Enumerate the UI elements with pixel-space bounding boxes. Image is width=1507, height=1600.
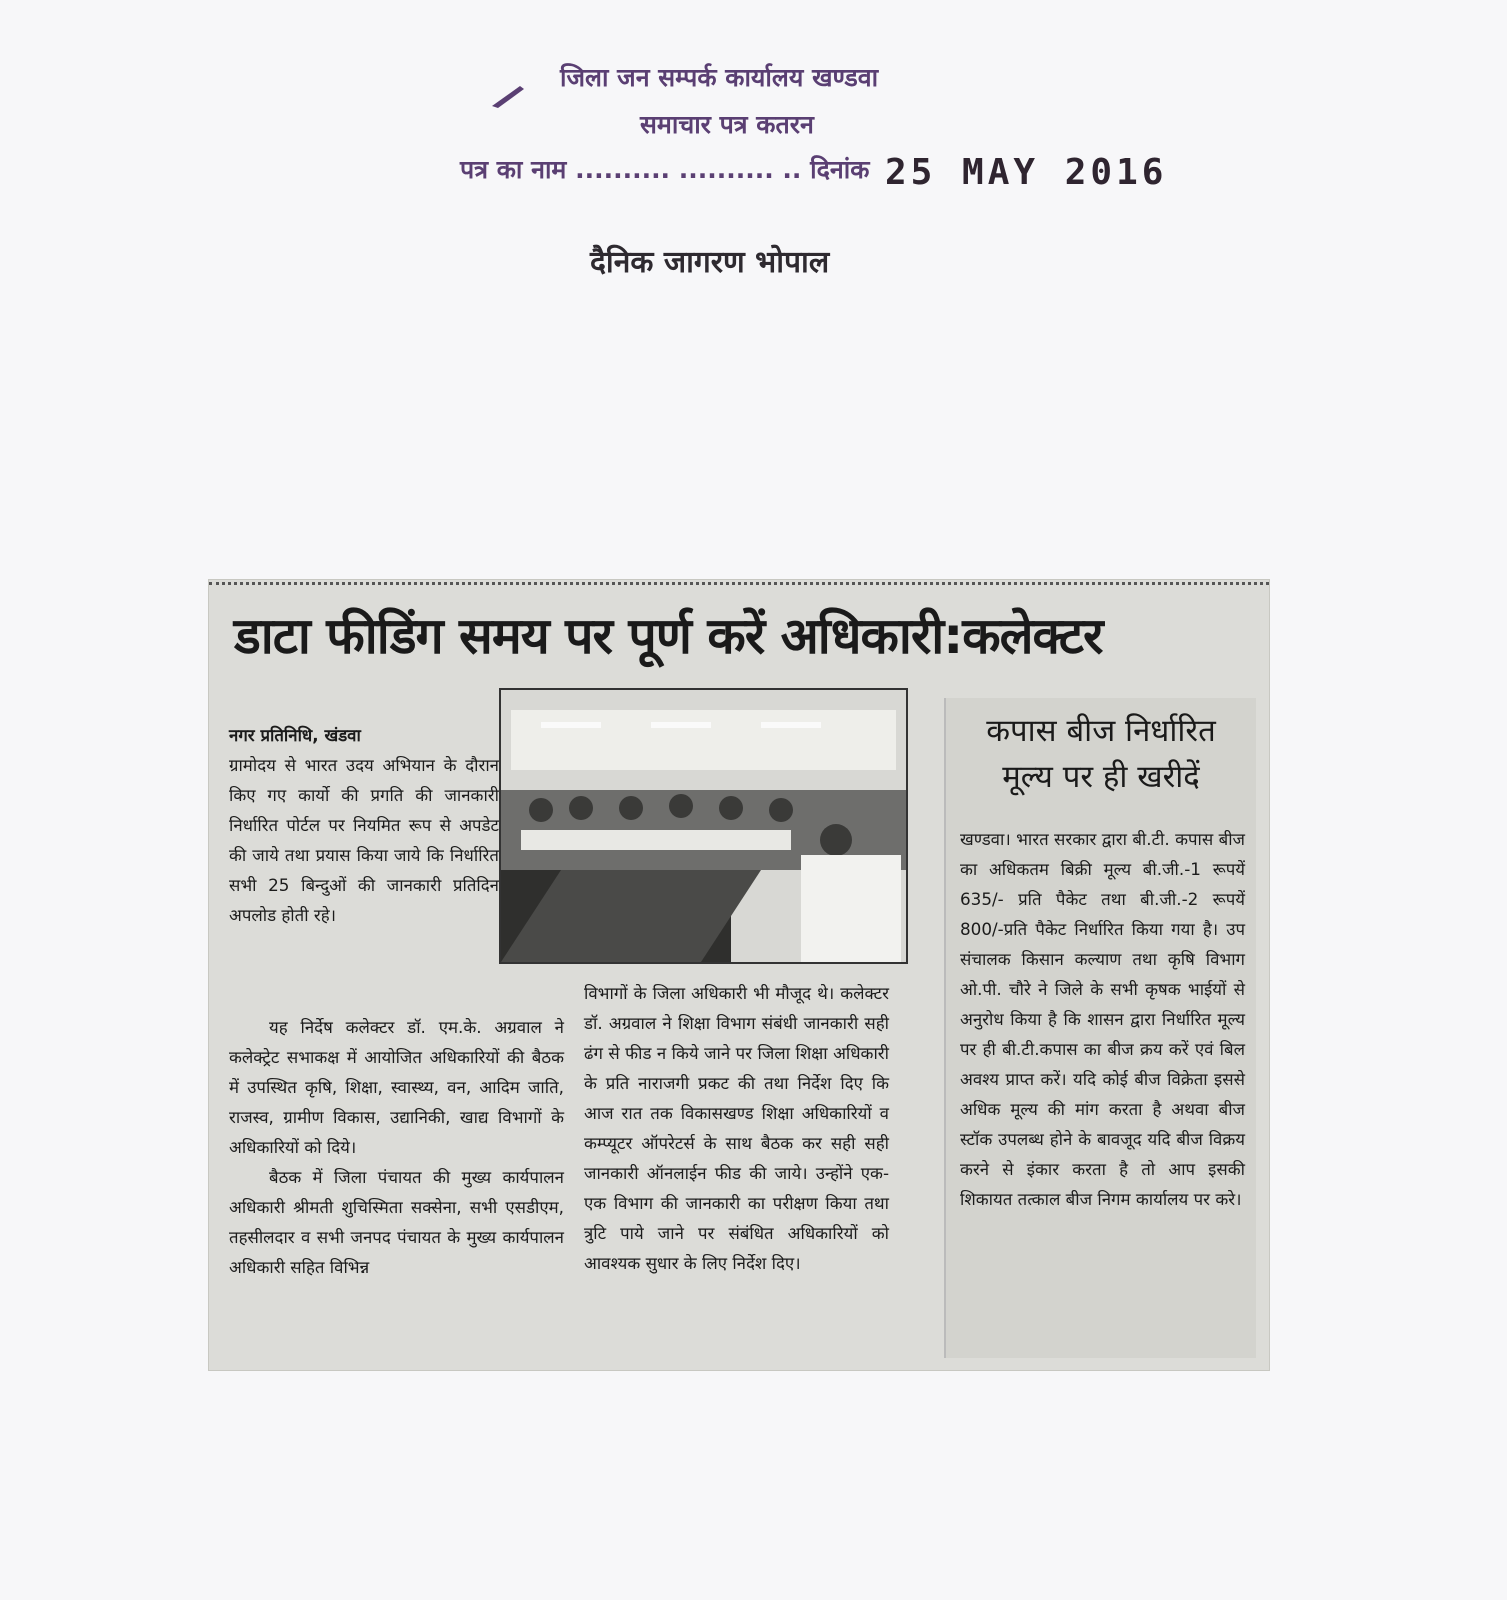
- dotted-rule: [209, 582, 1269, 585]
- sidebar-body: खण्डवा। भारत सरकार द्वारा बी.टी. कपास बीज का अधिकतम बिक्री मूल्य बी.जी.-1 रूपयें 635/- प्रति पैकेट तथा बी.जी.-2 रूपयें 800/-प्रति पैकेट निर्धारित किया गया है। उप संचालक किसान कल्याण तथा कृषि विभाग ओ.पी. चौरे ने जिले के सभी कृषक भाईयों से अनुरोध किया है कि शासन द्वारा निर्धारित मूल्य पर ही बी.टी.कपास का बीज क्रय करें एवं बिल अवश्य प्राप्त करें। यदि कोई बीज विक्रेता इससे अधिक मूल्य की मांग करता है अथवा बीज स्टॉक उपलब्ध होने के बावजूद यदि बीज विक्रय करने से इंकार करता है तो आप इसकी शिकायत तत्काल बीज निगम कार्यालय पर करे।: [960, 829, 1245, 1209]
- stamp-subtitle: समाचार पत्र कतरन: [640, 110, 814, 139]
- article-column-1: [229, 720, 499, 930]
- newspaper-name: दैनिक जागरण भोपाल: [590, 245, 830, 280]
- sidebar-article: [944, 698, 1256, 1358]
- article-headline: डाटा फीडिंग समय पर पूर्ण करें अधिकारी:कलेक्टर: [234, 607, 1103, 665]
- pen-mark-icon: [490, 80, 530, 110]
- article-paragraph-3: बैठक में जिला पंचायत की मुख्य कार्यपालन अधिकारी श्रीमती शुचिस्मिता सक्सेना, सभी एसडीएम, तहसीलदार व सभी जनपद पंचायत के मुख्य कार्यपालन अधिकारी सहित विभिन्न: [229, 1167, 564, 1277]
- stamp-date: 25 MAY 2016: [885, 152, 1168, 193]
- stamp-paper-label: पत्र का नाम .......... .......... .. दिनांक: [460, 155, 870, 184]
- meeting-photo: [499, 688, 908, 964]
- article-paragraph-2: यह निर्देष कलेक्टर डॉ. एम.के. अग्रवाल ने कलेक्ट्रेट सभाकक्ष में आयोजित अधिकारियों की बैठक में उपस्थित कृषि, शिक्षा, स्वास्थ्य, वन, आदिम जाति, राजस्व, ग्रामीण विकास, उद्यानिकी, खाद्य विभागों के अधिकारियों को दिये।: [229, 1017, 564, 1157]
- article-column-1-lower: [229, 1012, 564, 1282]
- newspaper-clipping: [209, 580, 1269, 1370]
- sidebar-headline: कपास बीज निर्धारित मूल्य पर ही खरीदें: [986, 713, 1216, 795]
- article-byline: नगर प्रतिनिधि, खंडवा: [229, 725, 361, 745]
- article-column-2: [584, 978, 889, 1278]
- article-paragraph-4: विभागों के जिला अधिकारी भी मौजूद थे। कलेक्टर डॉ. अग्रवाल ने शिक्षा विभाग संबंधी जानकारी सही ढंग से फीड न किये जाने पर जिला शिक्षा अधिकारी के प्रति नाराजगी प्रकट की तथा निर्देश दिए कि आज रात तक विकासखण्ड शिक्षा अधिकारियों व कम्प्यूटर ऑपरेटर्स के साथ बैठक कर सही सही जानकारी ऑनलाईन फीड की जाये। उन्होंने एक-एक विभाग की जानकारी का परीक्षण किया तथा त्रुटि पाये जाने पर संबंधित अधिकारियों को आवश्यक सुधार के लिए निर्देश दिए।: [584, 983, 889, 1273]
- meeting-photo-image: [501, 690, 906, 962]
- stamp-office: जिला जन सम्पर्क कार्यालय खण्डवा: [560, 63, 879, 92]
- article-paragraph-1: ग्रामोदय से भारत उदय अभियान के दौरान किए गए कार्यो की प्रगति की जानकारी निर्धारित पोर्टल पर नियमित रूप से अपडेट की जाये तथा प्रयास किया जाये कि निर्धारित सभी 25 बिन्दुओं की जानकारी प्रतिदिन अपलोड होती रहे।: [229, 755, 499, 925]
